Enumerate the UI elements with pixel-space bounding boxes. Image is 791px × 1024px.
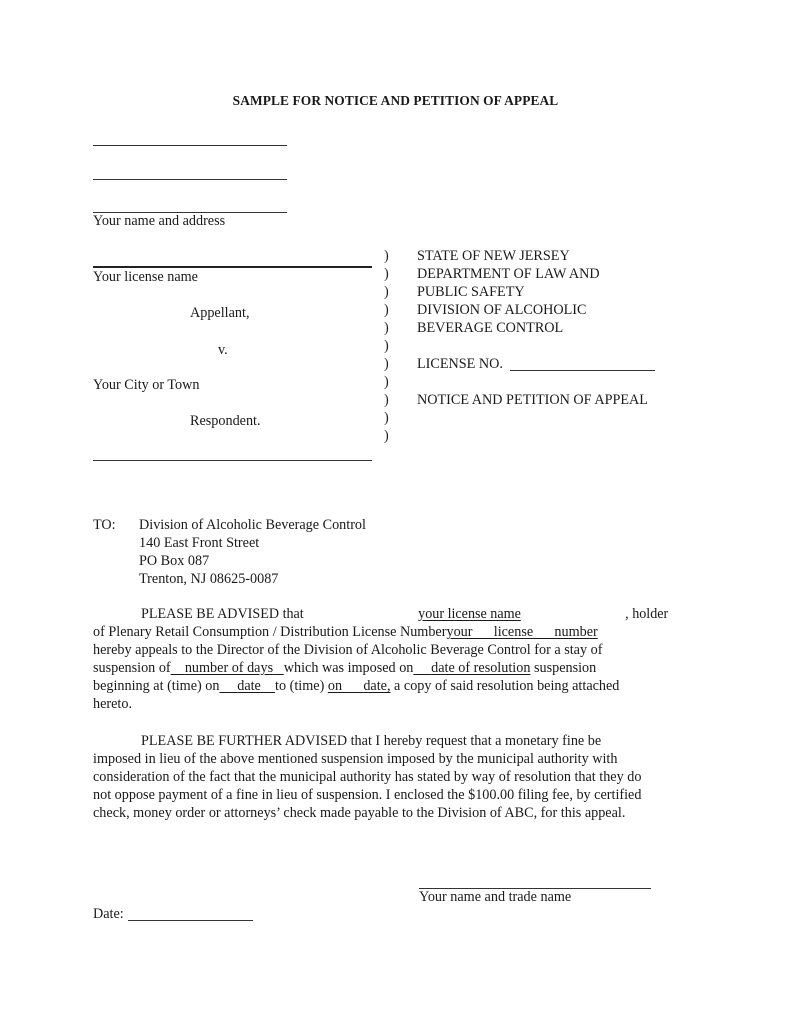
paragraph2-line: consideration of the fact that the municipal authority has stated by way of resolution that they do <box>93 769 642 785</box>
paragraph1-line5: beginning at (time) on date to (time) on date, a copy of said resolution being attached <box>93 678 620 694</box>
paragraph1-line6: hereto. <box>93 696 132 712</box>
license-no-field[interactable] <box>510 370 655 371</box>
paragraph1-line2: of Plenary Retail Consumption / Distribution License Numberyour license number <box>93 624 598 640</box>
paragraph2-line: imposed in lieu of the above mentioned suspension imposed by the municipal authority with <box>93 751 618 767</box>
paren: ) <box>384 302 389 318</box>
resolution-date-field[interactable]: date of resolution <box>431 660 531 676</box>
paren: ) <box>384 392 389 408</box>
caption-bottom-line <box>93 460 372 461</box>
advised-lead: PLEASE BE ADVISED that <box>141 606 304 622</box>
address-line-2[interactable] <box>93 179 287 180</box>
days-field[interactable]: number of days <box>184 660 274 676</box>
paren: ) <box>384 338 389 354</box>
paragraph2-line: check, money order or attorneys’ check made payable to the Division of ABC, for this appeal. <box>93 805 626 821</box>
address-line-1[interactable] <box>93 145 287 146</box>
name-address-label: Your name and address <box>93 213 226 229</box>
paren: ) <box>384 320 389 336</box>
public-safety-heading: PUBLIC SAFETY <box>417 284 525 300</box>
to-address-line: Division of Alcoholic Beverage Control <box>139 517 366 533</box>
paragraph1-line1 <box>141 605 668 623</box>
to-address-line: Trenton, NJ 08625-0087 <box>139 571 279 587</box>
date-field[interactable] <box>128 920 253 921</box>
paren: ) <box>384 284 389 300</box>
paren: ) <box>384 428 389 444</box>
department-heading: DEPARTMENT OF LAW AND <box>417 266 600 282</box>
paren: ) <box>384 356 389 372</box>
to-address-line: 140 East Front Street <box>139 535 260 551</box>
to-label: TO: <box>93 517 116 533</box>
paren: ) <box>384 374 389 390</box>
document-title: SAMPLE FOR NOTICE AND PETITION OF APPEAL <box>232 93 559 108</box>
signature-label: Your name and trade name <box>419 889 572 905</box>
license-name-field[interactable]: your license name <box>418 606 521 622</box>
start-date-field[interactable]: date <box>237 678 261 694</box>
date-label: Date: <box>93 906 124 922</box>
beverage-control-heading: BEVERAGE CONTROL <box>417 320 564 336</box>
paragraph2-line: not oppose payment of a fine in lieu of suspension. I enclosed the $100.00 filing fee, by certified <box>93 787 642 803</box>
versus-label: v. <box>218 342 228 358</box>
license-number-field[interactable]: your license number <box>446 624 598 640</box>
respondent-label: Respondent. <box>190 413 261 429</box>
division-heading: DIVISION OF ALCOHOLIC <box>417 302 587 318</box>
license-no-label: LICENSE NO. <box>417 356 503 372</box>
notice-heading: NOTICE AND PETITION OF APPEAL <box>417 392 648 408</box>
city-town-label: Your City or Town <box>93 377 200 393</box>
paren: ) <box>384 266 389 282</box>
paragraph1-line4: suspension of number of days which was imposed on date of resolution suspension <box>93 660 597 676</box>
paren: ) <box>384 410 389 426</box>
holder-text: , holder <box>625 606 669 622</box>
end-on-field[interactable]: on date, <box>327 678 391 694</box>
paren: ) <box>384 248 389 264</box>
to-address-line: PO Box 087 <box>139 553 210 569</box>
paragraph1-line3: hereby appeals to the Director of the Division of Alcoholic Beverage Control for a stay of <box>93 642 603 658</box>
state-heading: STATE OF NEW JERSEY <box>417 248 570 264</box>
appellant-label: Appellant, <box>190 305 250 321</box>
paragraph2-line: PLEASE BE FURTHER ADVISED that I hereby request that a monetary fine be <box>141 733 602 749</box>
license-name-label: Your license name <box>93 269 198 285</box>
